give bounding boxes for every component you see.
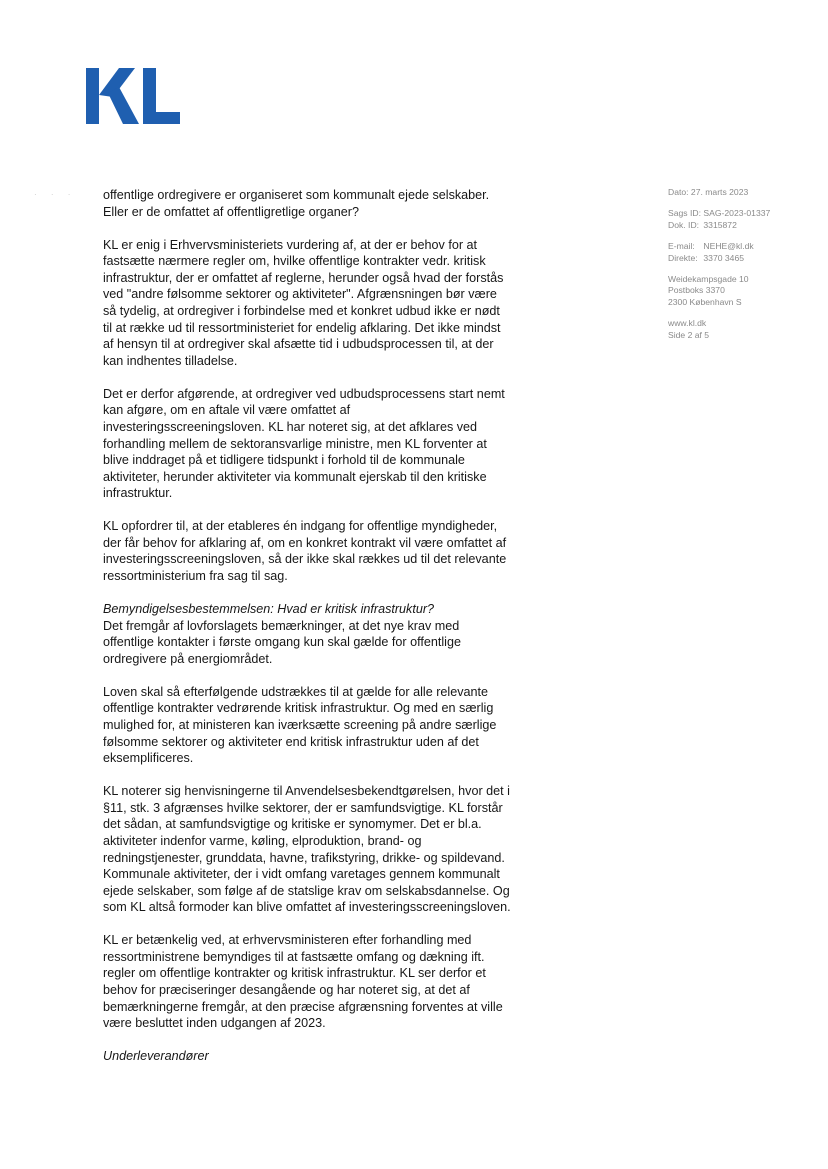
text-line: mulighed for, at ministeren kan iværksætte screening på andre særlige <box>103 717 497 732</box>
text-line: så tydelig, at ordregiver i forbindelse med et konkret udbud ikke er nødt <box>103 303 500 318</box>
direkte-line <box>668 253 818 264</box>
paragraph <box>103 783 571 916</box>
sags-id-value: SAG-2023-01337 <box>703 208 771 219</box>
text-line: Kommunale aktiviteter, der i vidt omfang varetages gennem kommunalt <box>103 867 500 882</box>
sags-id-label: Sags ID: <box>668 208 701 219</box>
section <box>103 601 571 667</box>
text-line: følsomme sektorer og aktiviteter end kritisk infrastruktur uden af det <box>103 734 479 749</box>
text-line: aktiviteter, herunder aktiviteter via kommunalt ejerskab til den kritiske <box>103 469 487 484</box>
paragraph <box>103 187 571 220</box>
text-line: regler om offentlige kontrakter og kritisk infrastruktur. KL ser derfor et <box>103 966 486 981</box>
email-label: E-mail: <box>668 241 695 252</box>
text-line: af hensyn til at ordregiver skal afsætte tid i udbudsprocessen til, at der <box>103 337 494 352</box>
paragraph <box>103 237 571 370</box>
direkte-value: 3370 3465 <box>703 252 745 263</box>
text-line: investeringsscreeningsloven, så der ikke skal rækkes ud til det relevante <box>103 552 507 567</box>
email-value: NEHE@kl.dk <box>703 241 754 252</box>
text-line: offentlige kontrakter vedrørende kritisk infrastruktur. Og med en særlig <box>103 701 494 716</box>
text-line: KL opfordrer til, at der etableres én indgang for offentlige myndigheder, <box>103 519 498 534</box>
text-line: bemærkningerne fremgår, at den præcise afgrænsning forventes at ville <box>103 999 503 1014</box>
website: www.kl.dk <box>668 318 707 329</box>
text-line: være besluttet inden udgangen af 2023. <box>103 1016 326 1031</box>
text-line: investeringsscreeningsloven. KL har noteret sig, at det afklares ved <box>103 419 478 434</box>
text-line: det sådan, at samfundsvigtige og kritiske er synomymer. Det er bl.a. <box>103 817 482 832</box>
text-line: kan indhentes tilladelse. <box>103 353 238 368</box>
text-line: forhandling mellem de sektoransvarlige ministre, men KL forventer at <box>103 436 487 451</box>
text-line: infrastruktur, der er omfattet af reglerne, herunder også hvad der forstås <box>103 270 504 285</box>
text-line: behov for præciseringer desangående og har noteret sig, at det af <box>103 983 470 998</box>
text-line: eksemplificeres. <box>103 751 194 766</box>
text-line: Det fremgår af lovforslagets bemærkninger, at det nye krav med <box>103 618 460 633</box>
email-line <box>668 241 818 252</box>
text-line: der får behov for afklaring af, om en konkret kontrakt vil være omfattet af <box>103 535 507 550</box>
paragraph <box>103 684 571 767</box>
text-line: ordregivere på energiområdet. <box>103 651 273 666</box>
direkte-label: Direkte: <box>668 252 698 263</box>
text-line: KL er betænkelig ved, at erhvervsministeren efter forhandling med <box>103 933 472 948</box>
text-line: offentlige ordregivere er organiseret som kommunalt ejede selskaber. <box>103 188 490 202</box>
text-line: ressortministrene bemyndiges til at fastsætte omfang og dækning ift. <box>103 949 485 964</box>
text-line: aktiviteter indenfor varme, køling, elproduktion, brand- og <box>103 833 422 848</box>
address-line-1: Weidekampsgade 10 <box>668 274 749 285</box>
dok-id-line <box>668 220 818 231</box>
dok-id-value: 3315872 <box>703 219 737 230</box>
text-line: KL er enig i Erhvervsministeriets vurdering af, at der er behov for at <box>103 237 478 252</box>
section-heading: Bemyndigelsesbestemmelsen: Hvad er kritisk infrastruktur? <box>103 602 435 617</box>
section-heading: Underleverandører <box>103 1049 209 1064</box>
text-line: ressortministerium fra sag til sag. <box>103 569 288 584</box>
paragraph <box>103 1048 571 1065</box>
dok-id-label: Dok. ID: <box>668 219 700 230</box>
text-line: ved "andre følsomme sektorer og aktiviteter". Afgrænsningen bør være <box>103 287 497 302</box>
text-line: §11, stk. 3 afgrænses hvilke sektorer, der er samfundsvigtige. KL forstår <box>103 800 503 815</box>
text-line: fastsætte nærmere regler om, hvilke offentlige kontrakter vedr. kritisk <box>103 254 486 269</box>
text-line: redningstjenester, grunddata, havne, trafikstyring, drikke- og spildevand. <box>103 850 505 865</box>
page-number: Side 2 af 5 <box>668 329 710 340</box>
kl-logo <box>86 68 180 124</box>
paragraph <box>103 518 571 584</box>
text-line: kan afgøre, om en aftale vil være omfattet af <box>103 403 351 418</box>
document-metadata <box>668 187 818 351</box>
text-line: ejede selskaber, som følge af de statslige krav om selskabsdannelse. Og <box>103 883 510 898</box>
letter-body <box>103 187 571 1081</box>
text-line: til at række ud til ressortministeriet for endelig afklaring. Det ikke mindst <box>103 320 501 335</box>
paragraph <box>103 932 571 1032</box>
paragraph <box>103 386 571 502</box>
sags-id-line <box>668 208 818 219</box>
text-line: blive inddraget på et tidligere tidspunkt i forhold til de kommunale <box>103 453 465 468</box>
text-line: infrastruktur. <box>103 486 173 501</box>
paragraph <box>103 618 571 668</box>
text-line: KL noterer sig henvisningerne til Anvendelsesbekendtgørelsen, hvor det i <box>103 784 510 799</box>
scan-artifact: · · · <box>34 190 77 199</box>
address-line-2: Postboks 3370 <box>668 285 725 296</box>
date: Dato: 27. marts 2023 <box>668 187 749 197</box>
text-line: Eller er de omfattet af offentligretlige organer? <box>103 204 359 219</box>
address-line-3: 2300 København S <box>668 296 742 307</box>
text-line: offentlige kontakter i første omgang kun skal gælde for offentlige <box>103 635 461 650</box>
text-line: Det er derfor afgørende, at ordregiver ved udbudsprocessens start nemt <box>103 386 505 401</box>
text-line: Loven skal så efterfølgende udstrækkes til at gælde for alle relevante <box>103 684 489 699</box>
text-line: som KL altså formoder kan blive omfattet af investeringsscreeningsloven. <box>103 900 511 915</box>
